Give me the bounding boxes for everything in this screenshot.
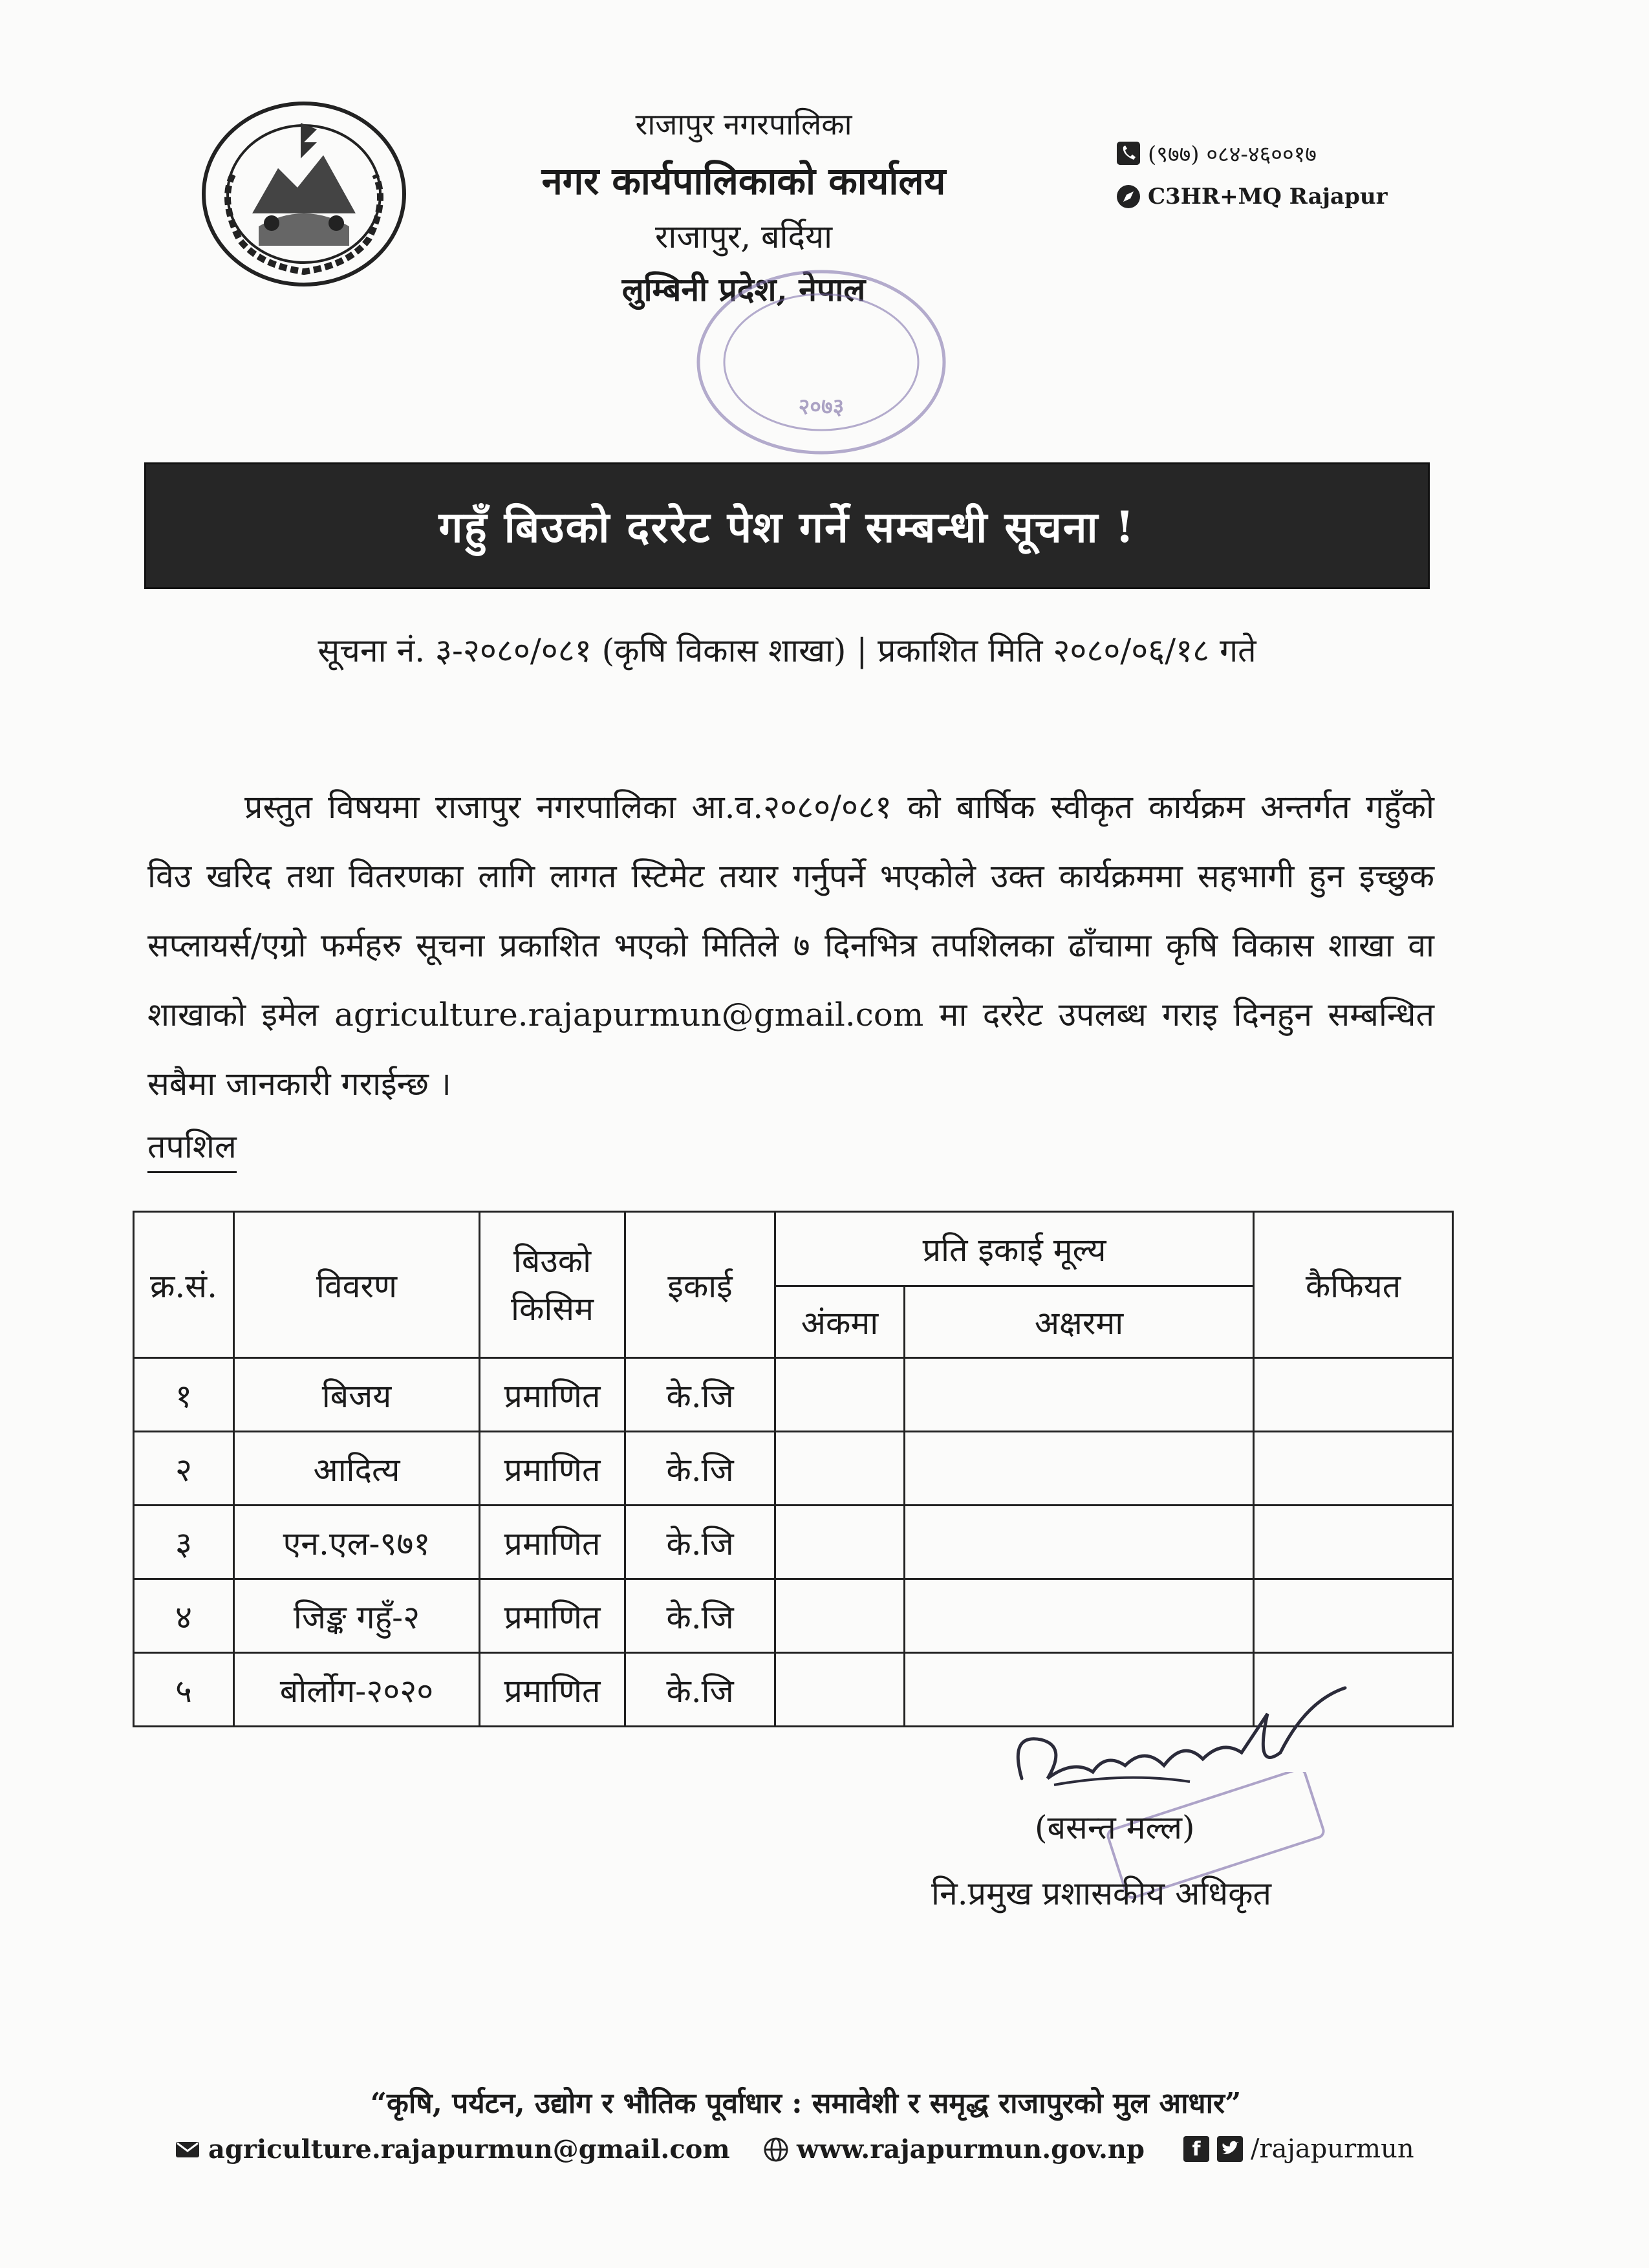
cell-seed-type: प्रमाणित [480, 1432, 625, 1506]
header-unit: इकाई [625, 1212, 775, 1358]
cell-unit: के.जि [625, 1506, 775, 1579]
header-description: विवरण [234, 1212, 480, 1358]
table-header-row [134, 1212, 1453, 1286]
cell-sn: ४ [134, 1579, 234, 1653]
phone-number: (९७७) ०८४-४६००१७ [1148, 142, 1317, 167]
twitter-icon [1217, 2136, 1243, 2162]
header-in-figures: अंकमा [775, 1286, 905, 1358]
phone-icon [1116, 140, 1141, 166]
nepal-government-emblem [194, 97, 414, 291]
cell-in-figures [775, 1358, 905, 1432]
cell-unit: के.जि [625, 1432, 775, 1506]
office-seal-stamp [685, 265, 957, 472]
province-name: लुम्बिनी प्रदेश, नेपाल [621, 270, 866, 308]
notice-number-and-date: सूचना नं. ३-२०८०/०८१ (कृषि विकास शाखा) | प्रकाशित मिति २०८०/०६/१८ गते [318, 632, 1256, 669]
cell-seed-type: प्रमाणित [480, 1358, 625, 1432]
stamp-year: २०७३ [798, 394, 845, 420]
cell-in-words [905, 1358, 1254, 1432]
notice-body: प्रस्तुत विषयमा राजापुर नगरपालिका आ.व.२०८०/०८१ को बार्षिक स्वीकृत कार्यक्रम अन्तर्गत गहुँको विउ खरिद तथा वितरणका लागि लागत स्टिमेट तयार गर्नुपर्ने भएकोले उक्त कार्यक्रममा सहभागी हुन इच्छुक सप्लायर्स/एग्रो फर्महरु सूचना प्रकाशित भएको मितिले ७ दिनभित्र तपशिलका ढाँचामा कृषि विकास शाखा वा शाखाको इमेल agriculture.rajapurmun@gmail.com मा दररेट उपलब्ध गराइ दिनहुन सम्बन्धित सबैमा जानकारी गराईन्छ । [147, 788, 1434, 1103]
municipality-name: राजापुर नगरपालिका [635, 107, 852, 142]
header-in-words: अक्षरमा [905, 1286, 1254, 1358]
header-remarks: कैफियत [1254, 1212, 1453, 1358]
footer-website[interactable] [763, 2134, 1145, 2165]
footer-slogan: “कृषि, पर्यटन, उद्योग र भौतिक पूर्वाधार : समावेशी र समृद्ध राजापुरको मुल आधार” [370, 2087, 1242, 2120]
globe-icon [763, 2137, 789, 2163]
office-name: नगर कार्यपालिकाको कार्यालय [541, 159, 946, 203]
cell-remarks [1254, 1358, 1453, 1432]
facebook-icon: f [1183, 2136, 1209, 2162]
cell-seed-type: प्रमाणित [480, 1579, 625, 1653]
cell-seed-type: प्रमाणित [480, 1506, 625, 1579]
cell-in-words [905, 1506, 1254, 1579]
table-row [134, 1432, 1453, 1506]
cell-description: बिजय [234, 1358, 480, 1432]
cell-unit: के.जि [625, 1579, 775, 1653]
cell-in-figures [775, 1432, 905, 1506]
cell-sn: २ [134, 1432, 234, 1506]
footer-website-text: www.rajapurmun.gov.np [797, 2134, 1145, 2165]
cell-description: आदित्य [234, 1432, 480, 1506]
schedule-heading: तपशिल [147, 1123, 237, 1173]
signatory-title: नि.प्रमुख प्रशासकीय अधिकृत [931, 1875, 1271, 1912]
contact-phone [1116, 138, 1317, 168]
header-unit-price: प्रति इकाई मूल्य [775, 1212, 1254, 1286]
cell-seed-type: प्रमाणित [480, 1653, 625, 1727]
footer-social-handle: /rajapurmun [1251, 2134, 1414, 2164]
cell-in-figures [775, 1506, 905, 1579]
compass-icon [1116, 184, 1141, 210]
seed-rate-table [133, 1211, 1454, 1727]
contact-location [1116, 184, 1387, 210]
footer-social[interactable] [1183, 2134, 1414, 2164]
table-row [134, 1579, 1453, 1653]
plus-code: C3HR+MQ Rajapur [1148, 184, 1388, 210]
signatory-name: (बसन्त मल्ल) [1035, 1809, 1195, 1846]
cell-in-figures [775, 1579, 905, 1653]
cell-sn: १ [134, 1358, 234, 1432]
cell-description: एन.एल-९७१ [234, 1506, 480, 1579]
header-seed-type: बिउको किसिम [480, 1212, 625, 1358]
cell-description: जिङ्क गहुँ-२ [234, 1579, 480, 1653]
cell-in-words [905, 1432, 1254, 1506]
cell-remarks [1254, 1506, 1453, 1579]
cell-remarks [1254, 1432, 1453, 1506]
footer-email-text: agriculture.rajapurmun@gmail.com [208, 2134, 730, 2165]
notice-title-banner: गहुँ बिउको दररेट पेश गर्ने सम्बन्धी सूचना ! [146, 464, 1428, 587]
cell-remarks [1254, 1579, 1453, 1653]
cell-in-figures [775, 1653, 905, 1727]
footer-email[interactable] [175, 2134, 730, 2165]
table-row [134, 1506, 1453, 1579]
envelope-icon [175, 2137, 200, 2163]
header-sn: क्र.सं. [134, 1212, 234, 1358]
cell-sn: ३ [134, 1506, 234, 1579]
cell-unit: के.जि [625, 1653, 775, 1727]
city-name: राजापुर, बर्दिया [654, 218, 833, 255]
cell-description: बोर्लोग-२०२० [234, 1653, 480, 1727]
cell-sn: ५ [134, 1653, 234, 1727]
table-row [134, 1358, 1453, 1432]
cell-in-words [905, 1579, 1254, 1653]
cell-unit: के.जि [625, 1358, 775, 1432]
